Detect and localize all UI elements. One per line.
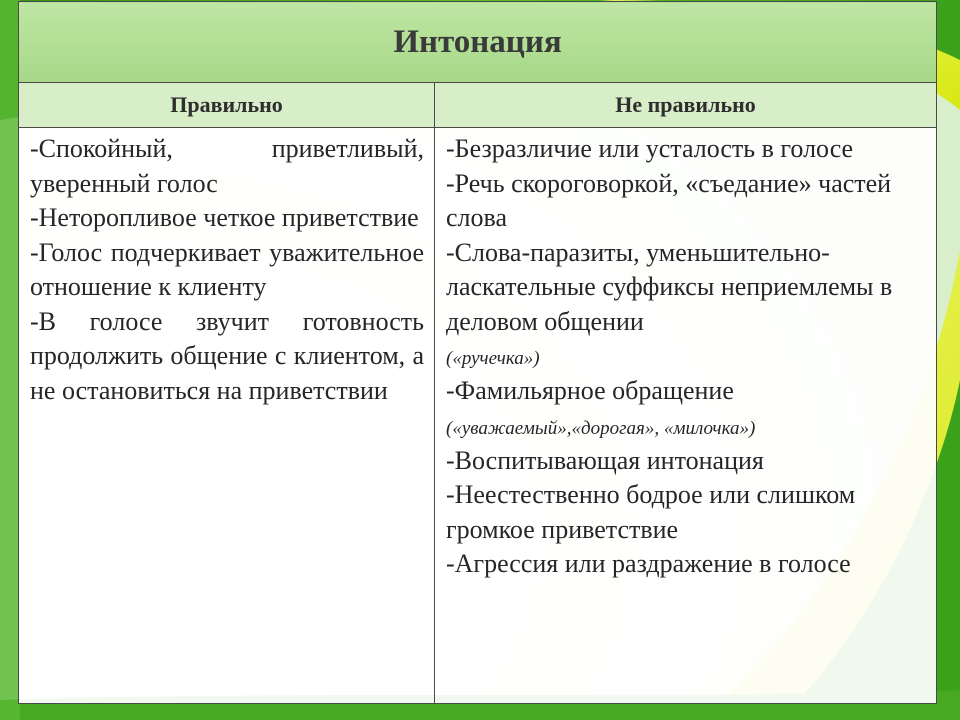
correct-item: -Голос подчеркивает уважительное отношение к клиенту — [30, 237, 424, 301]
intonation-table — [18, 1, 937, 704]
incorrect-item-text: -Слова-паразиты, уменьшительно-ласкательные суффиксы неприемлемы в деловом общении — [446, 237, 893, 336]
incorrect-item — [446, 547, 928, 582]
incorrect-item — [446, 236, 928, 375]
incorrect-item-text: -Агрессия или раздражение в голосе — [446, 549, 851, 578]
incorrect-item — [446, 132, 928, 167]
correct-item: -Спокойный, приветливый, уверенный голос — [30, 134, 424, 198]
incorrect-item — [446, 478, 928, 547]
incorrect-item-text: -Неестественно бодрое или слишком громкое приветствие — [446, 480, 856, 544]
incorrect-item-text: -Безразличие или усталость в голосе — [446, 134, 854, 163]
incorrect-item-example: («ручечка») — [446, 348, 540, 369]
header-correct: Правильно — [19, 83, 435, 128]
correct-item: -В голосе звучит готовность продолжить общение с клиентом, а не остановиться на приветствии — [30, 306, 424, 405]
correct-item: -Неторопливое четкое приветствие — [30, 203, 419, 232]
incorrect-item — [446, 167, 928, 236]
incorrect-item — [446, 374, 928, 444]
left-green-edge — [0, 0, 20, 720]
incorrect-item-text: -Воспитывающая интонация — [446, 445, 764, 475]
header-incorrect: Не правильно — [435, 83, 937, 128]
incorrect-item — [446, 444, 928, 479]
incorrect-item-example: («уважаемый»,«дорогая», «милочка») — [446, 417, 756, 439]
table-title: Интонация — [19, 2, 937, 83]
incorrect-item-text: -Фамильярное обращение — [446, 376, 734, 405]
correct-column — [19, 128, 435, 704]
incorrect-item-text: -Речь скороговоркой, «съедание» частей слова — [446, 168, 892, 232]
incorrect-column — [435, 128, 937, 704]
